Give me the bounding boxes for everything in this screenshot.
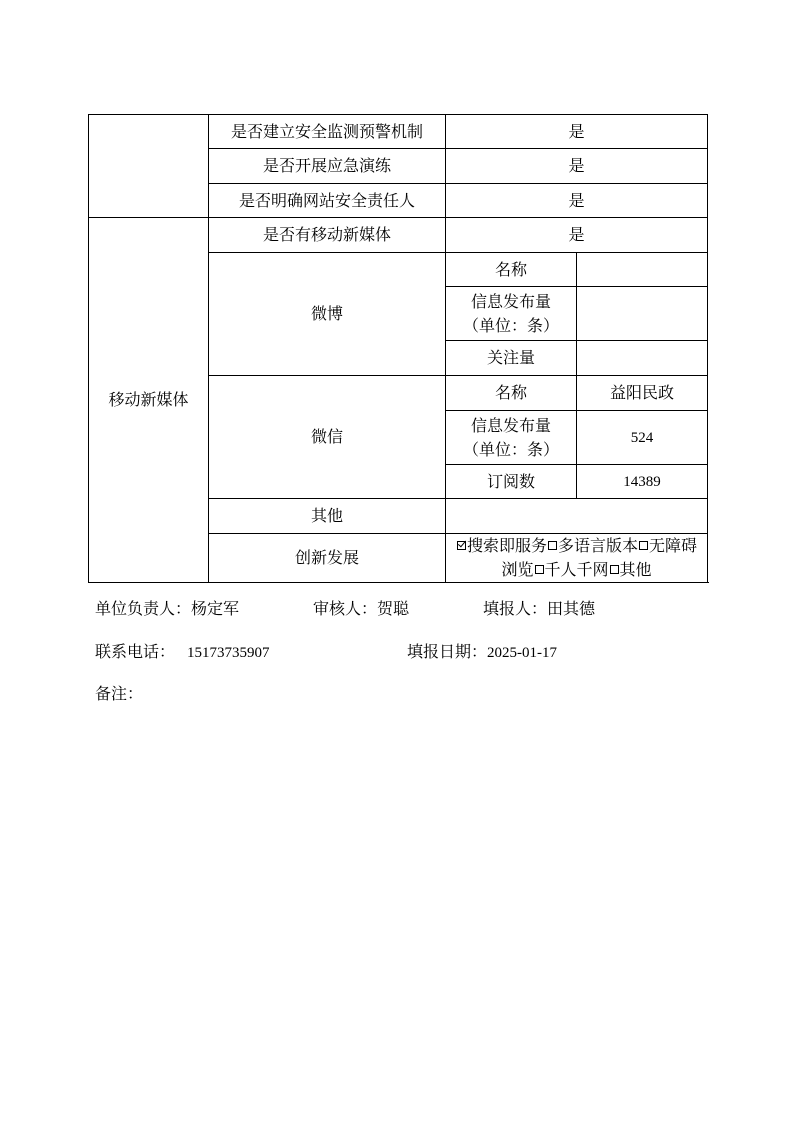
reviewer-label: 审核人： <box>313 599 378 618</box>
date-field <box>407 641 557 664</box>
contact-line <box>95 641 557 664</box>
reviewer-name: 贺聪 <box>377 599 410 618</box>
date-label: 填报日期： <box>407 642 488 661</box>
checkbox-accessibility <box>639 541 648 550</box>
security-owner-value: 是 <box>446 184 708 218</box>
weibo-posts-value <box>577 287 708 341</box>
wechat-subs-value: 14389 <box>577 465 708 499</box>
signature-line <box>95 598 595 620</box>
option-accessibility: 无障碍浏览 <box>501 536 698 579</box>
filler-name: 田其德 <box>547 599 596 618</box>
checkbox-personalized <box>535 565 544 574</box>
drill-value: 是 <box>446 149 708 184</box>
weibo-name-label: 名称 <box>446 253 577 287</box>
other-media-label: 其他 <box>209 499 446 534</box>
leader-field <box>95 598 313 620</box>
remarks-line <box>95 683 143 705</box>
innovation-label: 创新发展 <box>209 534 446 583</box>
phone-field <box>95 641 407 664</box>
weibo-followers-value <box>577 341 708 376</box>
security-owner-label: 是否明确网站安全责任人 <box>209 184 446 218</box>
weibo-posts-label <box>446 287 577 341</box>
leader-name: 杨定军 <box>191 599 240 618</box>
wechat-posts-label-line2: （单位：条） <box>462 439 559 459</box>
date-value: 2025-01-17 <box>487 645 558 661</box>
checkbox-multilingual <box>548 541 557 550</box>
filler-field <box>483 598 595 620</box>
option-personalized: 千人千网 <box>544 560 609 579</box>
option-search-service: 搜索即服务 <box>466 536 547 555</box>
monitoring-value: 是 <box>446 115 708 149</box>
reviewer-field <box>313 598 483 620</box>
leader-label: 单位负责人： <box>95 599 192 618</box>
blank-section-cell <box>89 115 209 218</box>
mobile-media-section-label: 移动新媒体 <box>89 218 209 583</box>
has-mobile-media-label: 是否有移动新媒体 <box>209 218 446 253</box>
other-media-value <box>446 499 708 534</box>
has-mobile-media-value: 是 <box>446 218 708 253</box>
weibo-posts-label-line1: 信息发布量 <box>470 291 551 311</box>
weibo-posts-label-line2: （单位：条） <box>462 315 559 335</box>
drill-label: 是否开展应急演练 <box>209 149 446 184</box>
monitoring-label: 是否建立安全监测预警机制 <box>209 115 446 149</box>
innovation-options <box>446 534 708 583</box>
weibo-label: 微博 <box>209 253 446 376</box>
weibo-name-value <box>577 253 708 287</box>
option-other: 其他 <box>619 560 652 579</box>
weibo-followers-label: 关注量 <box>446 341 577 376</box>
wechat-posts-label <box>446 411 577 465</box>
remarks-label: 备注： <box>95 684 144 703</box>
wechat-subs-label: 订阅数 <box>446 465 577 499</box>
wechat-posts-value: 524 <box>577 411 708 465</box>
wechat-posts-label-line1: 信息发布量 <box>470 415 551 435</box>
wechat-name-label: 名称 <box>446 376 577 411</box>
wechat-label: 微信 <box>209 376 446 499</box>
wechat-name-value: 益阳民政 <box>577 376 708 411</box>
checkbox-other <box>610 565 619 574</box>
phone-label: 联系电话： <box>95 642 176 661</box>
report-table <box>88 114 708 583</box>
option-multilingual: 多语言版本 <box>558 536 639 555</box>
phone-value: 15173735907 <box>187 645 270 661</box>
checkbox-search-service <box>457 541 466 550</box>
filler-label: 填报人： <box>483 599 548 618</box>
